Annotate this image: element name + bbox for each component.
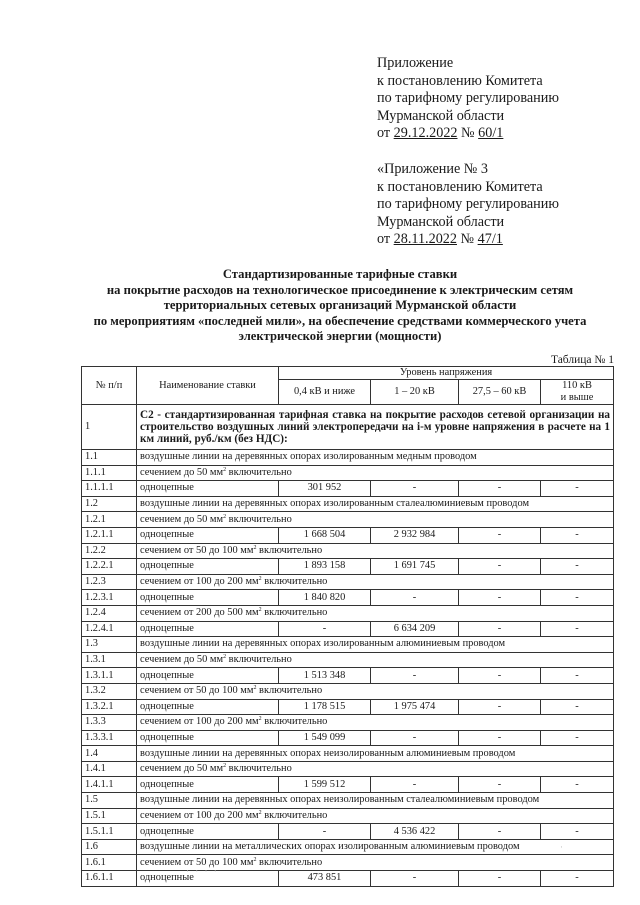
rate-value: 1 840 820 xyxy=(279,590,371,606)
row-number: 1.2.4 xyxy=(82,605,137,621)
rate-value: - xyxy=(541,590,614,606)
row-label-superscript: 2 xyxy=(223,654,227,661)
row-number: 1.3.1 xyxy=(82,652,137,668)
appendix-line: «Приложение № 3 xyxy=(377,161,488,177)
appendix-line: Мурманской области xyxy=(377,213,505,230)
resolution-number: 60/1 xyxy=(478,125,504,142)
row-label: воздушные линии на деревянных опорах изолированным алюминиевым проводом xyxy=(137,637,614,653)
header-name: Наименование ставки xyxy=(137,367,279,405)
row-label-text: сечением от 50 до 100 мм xyxy=(140,856,254,868)
number-prefix: № xyxy=(457,125,479,142)
row-number: 1.2.3.1 xyxy=(82,590,137,606)
row-label-superscript: 2 xyxy=(258,809,262,816)
table-header-row xyxy=(82,367,614,380)
rate-value: - xyxy=(459,699,541,715)
row-label xyxy=(137,465,614,481)
table-row xyxy=(82,730,614,746)
table-section-row xyxy=(82,683,614,699)
row-label-suffix: включительно xyxy=(256,685,323,697)
row-number: 1.3.2.1 xyxy=(82,699,137,715)
row-label xyxy=(137,683,614,699)
rate-value: 1 549 099 xyxy=(279,730,371,746)
row-label-suffix: включительно xyxy=(256,856,323,868)
rate-value: - xyxy=(371,777,459,793)
header-number: № п/п xyxy=(82,367,137,405)
row-number: 1.4.1.1 xyxy=(82,777,137,793)
row-number: 1.6 xyxy=(82,839,137,855)
rate-description: С2 - стандартизированная тарифная ставка на покрытие расходов сетевой организации на строительство воздушных линий электропередачи на i-м уровне напряжения в расчете на 1 км линий, руб./км (без НДС): xyxy=(137,405,614,450)
row-label: воздушные линии на деревянных опорах изолированным сталеалюминиевым проводом xyxy=(137,496,614,512)
row-number: 1.6.1 xyxy=(82,855,137,871)
row-label: одноцепные xyxy=(137,777,279,793)
rate-value: - xyxy=(371,590,459,606)
table-section-row xyxy=(82,465,614,481)
row-label: одноцепные xyxy=(137,824,279,840)
table-row xyxy=(82,777,614,793)
row-number: 1.4 xyxy=(82,746,137,762)
rate-value: - xyxy=(371,730,459,746)
table-intro-row xyxy=(82,405,614,450)
table-section-row xyxy=(82,761,614,777)
header-voltage-1-20: 1 – 20 кВ xyxy=(371,380,459,405)
header-voltage-group: Уровень напряжения xyxy=(279,367,614,380)
row-label: одноцепные xyxy=(137,621,279,637)
row-label xyxy=(137,605,614,621)
table-section-row xyxy=(82,746,614,762)
row-label: одноцепные xyxy=(137,871,279,887)
table-section-row xyxy=(82,839,614,855)
row-label-superscript: 2 xyxy=(253,685,257,692)
table-row xyxy=(82,527,614,543)
header-voltage-110-a: 110 кВ xyxy=(562,380,592,391)
row-label-suffix: включительно xyxy=(261,576,328,588)
rate-value: 473 851 xyxy=(279,871,371,887)
resolution-number: 47/1 xyxy=(477,231,503,248)
row-label xyxy=(137,574,614,590)
title-line: электрической энергии (мощности) xyxy=(238,329,442,344)
row-label: одноцепные xyxy=(137,730,279,746)
rate-value: 1 178 515 xyxy=(279,699,371,715)
row-number: 1.3.3 xyxy=(82,715,137,731)
row-label xyxy=(137,652,614,668)
title-line: Стандартизированные тарифные ставки xyxy=(222,267,458,281)
row-number: 1.6.1.1 xyxy=(82,871,137,887)
rate-value: - xyxy=(541,527,614,543)
appendix-date-line xyxy=(377,231,559,249)
rate-value: - xyxy=(371,871,459,887)
document-title xyxy=(60,267,620,345)
row-label-suffix: включительно xyxy=(226,763,292,775)
table-row xyxy=(82,559,614,575)
rate-value: - xyxy=(541,824,614,840)
row-number: 1 xyxy=(82,405,137,450)
row-label-text: сечением от 200 до 500 мм xyxy=(140,607,259,619)
row-label: воздушные линии на металлических опорах изолированным алюминиевым проводом xyxy=(137,839,614,855)
appendix-line: Приложение xyxy=(377,55,454,71)
row-label-suffix: включительно xyxy=(226,654,292,666)
row-number: 1.3.2 xyxy=(82,683,137,699)
appendix-line: по тарифному регулированию xyxy=(377,196,559,213)
table-section-row xyxy=(82,808,614,824)
row-label-superscript: 2 xyxy=(258,716,262,723)
row-label: одноцепные xyxy=(137,527,279,543)
title-line: на покрытие расходов на технологическое присоединение к электрическим сетям xyxy=(106,282,574,297)
row-label-text: сечением до 50 мм xyxy=(140,466,224,478)
row-number: 1.2.2.1 xyxy=(82,559,137,575)
table-row xyxy=(82,871,614,887)
rate-value: - xyxy=(541,559,614,575)
row-number: 1.2.1 xyxy=(82,512,137,528)
row-label-suffix: включительно xyxy=(226,513,292,525)
rate-value: - xyxy=(459,777,541,793)
appendix-line: к постановлению Комитета xyxy=(377,72,543,89)
rate-value: - xyxy=(371,481,459,497)
table-section-row xyxy=(82,855,614,871)
table-section-row xyxy=(82,715,614,731)
rate-value: 1 668 504 xyxy=(279,527,371,543)
rate-value: - xyxy=(459,730,541,746)
row-label-text: сечением от 100 до 200 мм xyxy=(140,716,259,728)
table-row xyxy=(82,699,614,715)
row-number: 1.2.2 xyxy=(82,543,137,559)
row-label-suffix: включительно xyxy=(261,716,328,728)
table-row xyxy=(82,668,614,684)
date-prefix: от xyxy=(377,231,394,248)
row-number: 1.5.1 xyxy=(82,808,137,824)
table-section-row xyxy=(82,605,614,621)
rate-value: - xyxy=(459,527,541,543)
table-section-row xyxy=(82,793,614,809)
rate-value: - xyxy=(459,559,541,575)
row-label xyxy=(137,512,614,528)
rate-value: 1 599 512 xyxy=(279,777,371,793)
row-label-superscript: 2 xyxy=(223,763,227,770)
row-label-text: сечением от 50 до 100 мм xyxy=(140,685,254,697)
row-number: 1.2.4.1 xyxy=(82,621,137,637)
rate-value: - xyxy=(541,668,614,684)
row-label-text: сечением от 100 до 200 мм xyxy=(140,809,259,821)
row-number: 1.5 xyxy=(82,793,137,809)
row-number: 1.2.3 xyxy=(82,574,137,590)
rate-value: - xyxy=(459,824,541,840)
row-number: 1.1.1 xyxy=(82,465,137,481)
table-row xyxy=(82,824,614,840)
title-line: по мероприятиям «последней мили», на обеспечение средствами коммерческого учета xyxy=(93,313,587,328)
table-section-row xyxy=(82,512,614,528)
row-number: 1.1 xyxy=(82,450,137,466)
table-section-row xyxy=(82,637,614,653)
row-label xyxy=(137,543,614,559)
header-voltage-110 xyxy=(541,380,614,405)
row-number: 1.1.1.1 xyxy=(82,481,137,497)
header-voltage-110-b: и выше xyxy=(560,392,594,403)
row-number: 1.2 xyxy=(82,496,137,512)
row-label xyxy=(137,715,614,731)
rate-value: - xyxy=(541,481,614,497)
row-label xyxy=(137,808,614,824)
date-prefix: от xyxy=(377,125,394,142)
row-number: 1.5.1.1 xyxy=(82,824,137,840)
table-row xyxy=(82,590,614,606)
table-section-row xyxy=(82,496,614,512)
rate-value: 2 932 984 xyxy=(371,527,459,543)
row-label-text: сечением до 50 мм xyxy=(140,654,224,666)
row-label-superscript: 2 xyxy=(258,607,262,614)
appendix-line: по тарифному регулированию xyxy=(377,90,559,107)
row-label: одноцепные xyxy=(137,559,279,575)
row-number: 1.3.1.1 xyxy=(82,668,137,684)
row-label-text: сечением от 50 до 100 мм xyxy=(140,544,254,556)
row-label: одноцепные xyxy=(137,668,279,684)
rate-value: 1 513 348 xyxy=(279,668,371,684)
rate-value: - xyxy=(459,481,541,497)
rate-value: 4 536 422 xyxy=(371,824,459,840)
row-label-superscript: 2 xyxy=(253,544,257,551)
appendix-date-line xyxy=(377,125,559,143)
table-label: Таблица № 1 xyxy=(550,354,614,366)
row-label: одноцепные xyxy=(137,590,279,606)
scan-specks: · · · · xyxy=(186,866,219,876)
row-label-suffix: включительно xyxy=(261,809,328,821)
rate-value: 1 893 158 xyxy=(279,559,371,575)
rate-value: 1 975 474 xyxy=(371,699,459,715)
rate-value: - xyxy=(541,699,614,715)
row-label-superscript: 2 xyxy=(253,856,257,863)
appendix-line: к постановлению Комитета xyxy=(377,178,543,195)
row-label-suffix: включительно xyxy=(256,544,323,556)
appendix-reference-2 xyxy=(377,161,559,249)
row-label-suffix: включительно xyxy=(261,607,328,619)
row-number: 1.2.1.1 xyxy=(82,527,137,543)
rate-value: - xyxy=(459,871,541,887)
row-label: воздушные линии на деревянных опорах изолированным медным проводом xyxy=(137,450,614,466)
table-section-row xyxy=(82,574,614,590)
rate-value: - xyxy=(541,621,614,637)
rate-value: - xyxy=(541,871,614,887)
table-row xyxy=(82,621,614,637)
rate-value: - xyxy=(279,621,371,637)
row-label xyxy=(137,761,614,777)
resolution-date: 29.12.2022 xyxy=(393,125,458,142)
table-section-row xyxy=(82,543,614,559)
table-row xyxy=(82,481,614,497)
row-number: 1.3 xyxy=(82,637,137,653)
row-label: одноцепные xyxy=(137,699,279,715)
number-prefix: № xyxy=(456,231,478,248)
scan-specks: · xyxy=(560,842,565,852)
table-section-row xyxy=(82,652,614,668)
header-voltage-04: 0,4 кВ и ниже xyxy=(279,380,371,405)
resolution-date: 28.11.2022 xyxy=(393,231,457,248)
rate-value: 301 952 xyxy=(279,481,371,497)
rate-value: 1 691 745 xyxy=(371,559,459,575)
rate-value: - xyxy=(459,590,541,606)
rate-value: - xyxy=(459,621,541,637)
row-label-text: сечением до 50 мм xyxy=(140,763,224,775)
row-label-suffix: включительно xyxy=(226,466,292,478)
rate-value: - xyxy=(371,668,459,684)
rates-table xyxy=(81,366,614,887)
row-label-superscript: 2 xyxy=(223,513,227,520)
appendix-line: Мурманской области xyxy=(377,107,505,124)
table-section-row xyxy=(82,450,614,466)
row-number: 1.3.3.1 xyxy=(82,730,137,746)
row-label-text: сечением от 100 до 200 мм xyxy=(140,576,259,588)
rate-value: - xyxy=(279,824,371,840)
row-label-text: сечением до 50 мм xyxy=(140,513,224,525)
rate-value: - xyxy=(459,668,541,684)
row-label: воздушные линии на деревянных опорах неизолированным алюминиевым проводом xyxy=(137,746,614,762)
header-voltage-27-60: 27,5 – 60 кВ xyxy=(459,380,541,405)
row-number: 1.4.1 xyxy=(82,761,137,777)
row-label: воздушные линии на деревянных опорах неизолированным сталеалюминиевым проводом xyxy=(137,793,614,809)
row-label-superscript: 2 xyxy=(223,466,227,473)
rate-value: 6 634 209 xyxy=(371,621,459,637)
rate-value: - xyxy=(541,730,614,746)
title-line: территориальных сетевых организаций Мурманской области xyxy=(163,298,517,313)
appendix-reference-1 xyxy=(377,55,559,143)
row-label-superscript: 2 xyxy=(258,576,262,583)
row-label: одноцепные xyxy=(137,481,279,497)
rate-value: - xyxy=(541,777,614,793)
